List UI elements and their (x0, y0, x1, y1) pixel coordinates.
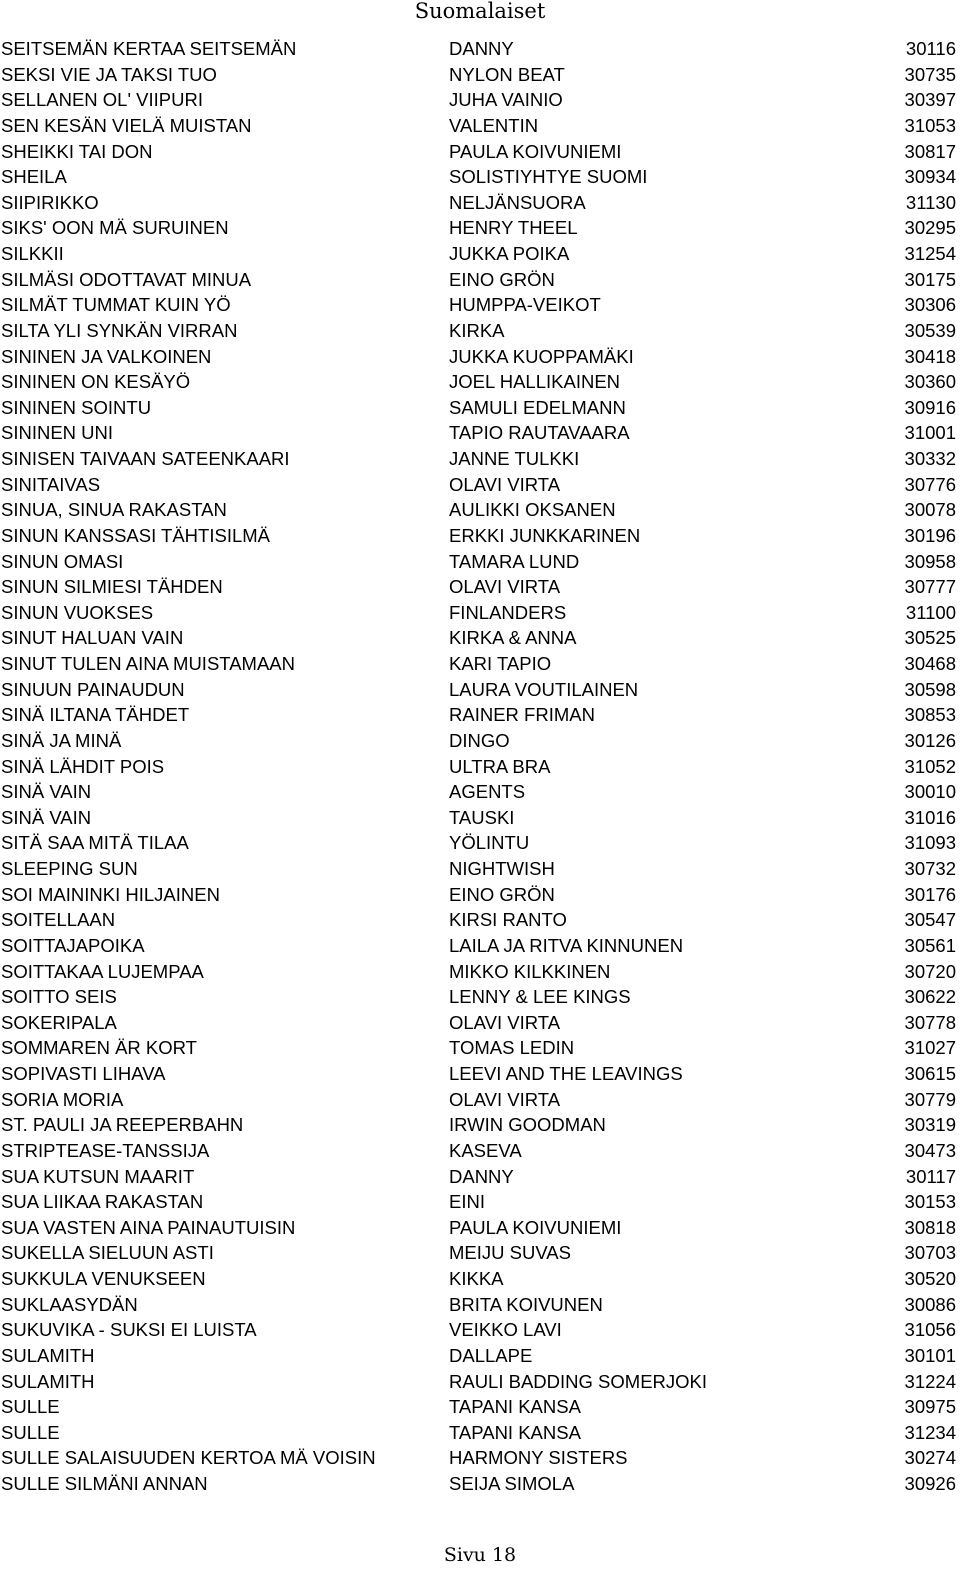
song-code: 30539 (904, 319, 956, 341)
song-artist: ULTRA BRA (449, 755, 551, 777)
song-title: SEKSI VIE JA TAKSI TUO (1, 63, 217, 85)
song-title: SININEN JA VALKOINEN (1, 345, 212, 367)
song-title: SOKERIPALA (1, 1011, 117, 1033)
song-artist: MEIJU SUVAS (449, 1242, 571, 1264)
song-row (0, 702, 960, 728)
song-artist: KARI TAPIO (449, 653, 552, 674)
song-title: SUKLAASYDÄN (1, 1293, 138, 1315)
song-code: 31056 (904, 1319, 956, 1341)
song-code: 30622 (904, 986, 956, 1008)
song-artist: DANNY (449, 38, 514, 59)
song-row (0, 267, 960, 293)
song-title: STRIPTEASE-TANSSIJA (1, 1139, 210, 1161)
song-artist: NYLON BEAT (449, 63, 565, 85)
song-code: 30196 (904, 524, 956, 546)
song-artist: IRWIN GOODMAN (449, 1114, 606, 1136)
song-row (0, 113, 960, 139)
song-code: 30116 (905, 38, 956, 59)
song-code: 30117 (905, 1165, 956, 1187)
song-code: 30306 (904, 294, 956, 316)
song-code: 31001 (904, 422, 956, 444)
song-artist: HARMONY SISTERS (449, 1447, 628, 1469)
song-row (0, 1266, 960, 1292)
song-title: SINÄ ILTANA TÄHDET (1, 704, 190, 726)
song-code: 30778 (904, 1011, 956, 1033)
song-artist: SAMULI EDELMANN (449, 396, 626, 418)
song-artist: OLAVI VIRTA (449, 576, 561, 598)
song-code: 30598 (904, 678, 956, 700)
song-code: 31053 (904, 114, 956, 136)
song-title: SEITSEMÄN KERTAA SEITSEMÄN (1, 38, 297, 59)
song-artist: BRITA KOIVUNEN (449, 1293, 603, 1315)
song-row (0, 1189, 960, 1215)
song-code: 30818 (904, 1216, 956, 1238)
song-code: 30126 (904, 729, 956, 751)
song-title: SULLE (1, 1396, 60, 1418)
song-row (0, 959, 960, 985)
song-title: SOPIVASTI LIHAVA (1, 1063, 166, 1084)
song-artist: DALLAPE (449, 1344, 533, 1366)
song-artist: VEIKKO LAVI (449, 1319, 562, 1341)
song-title: SINUN OMASI (1, 550, 124, 572)
song-title: SININEN SOINTU (1, 396, 152, 418)
song-row (0, 369, 960, 395)
song-row (0, 1420, 960, 1446)
song-code: 30295 (904, 217, 956, 239)
song-row (0, 1471, 960, 1497)
song-code: 31234 (904, 1421, 956, 1443)
song-row (0, 856, 960, 882)
song-row (0, 523, 960, 549)
song-artist: PAULA KOIVUNIEMI (449, 1216, 622, 1238)
song-code: 30703 (904, 1242, 956, 1264)
song-artist: JANNE TULKKI (449, 448, 580, 469)
song-code: 30777 (904, 576, 956, 598)
song-title: SIKS' OON MÄ SURUINEN (1, 217, 229, 239)
song-code: 30926 (904, 1473, 956, 1494)
song-row (0, 420, 960, 446)
song-row (0, 728, 960, 754)
song-title: SINÄ VAIN (1, 781, 92, 803)
song-title: SILMÄT TUMMAT KUIN YÖ (1, 294, 231, 316)
song-row (0, 215, 960, 241)
song-row (0, 1240, 960, 1266)
page-number: Sivu 18 (443, 1544, 517, 1566)
song-title: SININEN UNI (1, 422, 114, 444)
song-title: SUKELLA SIELUUN ASTI (1, 1242, 214, 1264)
song-row (0, 318, 960, 344)
song-code: 30473 (904, 1139, 956, 1161)
song-row (0, 87, 960, 113)
song-code: 30360 (904, 371, 956, 393)
song-row (0, 139, 960, 165)
song-row (0, 1292, 960, 1318)
song-title: SOITTAKAA LUJEMPAA (1, 960, 204, 982)
song-row (0, 882, 960, 908)
song-artist: EINO GRÖN (449, 268, 555, 290)
song-artist: KASEVA (449, 1139, 522, 1161)
song-code: 30101 (904, 1344, 956, 1366)
song-code: 31016 (904, 806, 956, 828)
song-row (0, 395, 960, 421)
song-row (0, 1394, 960, 1420)
song-row (0, 1010, 960, 1036)
song-artist: ERKKI JUNKKARINEN (449, 524, 641, 546)
song-artist: NIGHTWISH (449, 858, 555, 879)
song-code: 30732 (904, 858, 956, 879)
song-row (0, 1317, 960, 1343)
song-title: SELLANEN OL' VIIPURI (1, 89, 203, 111)
song-code: 30776 (904, 473, 956, 495)
song-title: SILMÄSI ODOTTAVAT MINUA (1, 268, 252, 290)
song-code: 30078 (904, 499, 956, 521)
song-row (0, 677, 960, 703)
song-artist: NELJÄNSUORA (449, 191, 586, 213)
song-title: SINÄ LÄHDIT POIS (1, 755, 165, 777)
song-row (0, 164, 960, 190)
song-title: SINITAIVAS (1, 473, 101, 495)
song-code: 30958 (904, 550, 956, 572)
song-title: SUA LIIKAA RAKASTAN (1, 1191, 204, 1213)
song-code: 31052 (904, 755, 956, 777)
song-artist: HENRY THEEL (449, 217, 578, 239)
song-row (0, 190, 960, 216)
song-code: 30520 (904, 1268, 956, 1289)
song-row (0, 1343, 960, 1369)
song-code: 30779 (904, 1088, 956, 1110)
song-artist: PAULA KOIVUNIEMI (449, 140, 622, 162)
song-artist: EINI (449, 1191, 485, 1213)
song-row (0, 933, 960, 959)
song-code: 31093 (904, 832, 956, 854)
song-row (0, 1087, 960, 1113)
song-title: SINUUN PAINAUDUN (1, 678, 185, 700)
song-artist: JUHA VAINIO (449, 89, 563, 111)
song-code: 30397 (904, 89, 956, 111)
song-code: 30525 (904, 627, 956, 649)
song-code: 31100 (905, 601, 956, 623)
song-artist: RAULI BADDING SOMERJOKI (449, 1370, 708, 1392)
song-title: SOITTAJAPOIKA (1, 934, 145, 956)
song-code: 30547 (904, 909, 956, 931)
song-artist: LENNY & LEE KINGS (449, 986, 631, 1008)
song-row (0, 600, 960, 626)
song-row (0, 754, 960, 780)
song-artist: YÖLINTU (449, 832, 530, 854)
song-row (0, 830, 960, 856)
song-code: 30274 (904, 1447, 956, 1469)
song-artist: TOMAS LEDIN (449, 1037, 575, 1059)
song-row (0, 446, 960, 472)
song-title: SULLE (1, 1421, 60, 1443)
song-row (0, 36, 960, 62)
song-artist: JUKKA KUOPPAMÄKI (449, 345, 634, 367)
song-artist: JOEL HALLIKAINEN (449, 371, 621, 393)
song-artist: AGENTS (449, 781, 526, 803)
song-artist: KIKKA (449, 1268, 504, 1289)
song-artist: KIRSI RANTO (449, 909, 567, 931)
song-code: 30561 (904, 934, 956, 956)
song-artist: TAPANI KANSA (449, 1421, 581, 1443)
song-row (0, 984, 960, 1010)
song-artist: TAMARA LUND (449, 550, 580, 572)
song-code: 30086 (904, 1293, 956, 1315)
song-row (0, 779, 960, 805)
song-row (0, 1164, 960, 1190)
song-artist: OLAVI VIRTA (449, 473, 561, 495)
song-title: SORIA MORIA (1, 1088, 124, 1110)
song-code: 30975 (904, 1396, 956, 1418)
song-code: 31224 (904, 1370, 956, 1392)
song-code: 30817 (904, 140, 956, 162)
song-row (0, 907, 960, 933)
song-title: SIIPIRIKKO (1, 191, 99, 213)
song-artist: FINLANDERS (449, 601, 567, 623)
song-code: 30735 (904, 63, 956, 85)
song-title: SOITELLAAN (1, 909, 116, 931)
song-code: 30468 (904, 653, 956, 674)
song-artist: LAURA VOUTILAINEN (449, 678, 639, 700)
song-code: 30010 (904, 781, 956, 803)
song-artist: SOLISTIYHTYE SUOMI (449, 166, 648, 188)
song-title: SULAMITH (1, 1370, 95, 1392)
song-row (0, 241, 960, 267)
song-row (0, 1445, 960, 1471)
song-row (0, 574, 960, 600)
song-row (0, 292, 960, 318)
song-title: SUKUVIKA - SUKSI EI LUISTA (1, 1319, 257, 1341)
song-title: SUKKULA VENUKSEEN (1, 1268, 206, 1289)
song-title: SINUT TULEN AINA MUISTAMAAN (1, 653, 296, 674)
song-artist: MIKKO KILKKINEN (449, 960, 611, 982)
song-title: SLEEPING SUN (1, 858, 138, 879)
song-title: SINUN SILMIESI TÄHDEN (1, 576, 223, 598)
song-title: SHEILA (1, 166, 67, 188)
song-title: SINISEN TAIVAAN SATEENKAARI (1, 448, 290, 469)
song-title: ST. PAULI JA REEPERBAHN (1, 1114, 244, 1136)
song-title: SEN KESÄN VIELÄ MUISTAN (1, 114, 252, 136)
song-artist: OLAVI VIRTA (449, 1011, 561, 1033)
song-artist: OLAVI VIRTA (449, 1088, 561, 1110)
song-artist: RAINER FRIMAN (449, 704, 595, 726)
song-row (0, 1215, 960, 1241)
song-title: SININEN ON KESÄYÖ (1, 371, 191, 393)
song-artist: JUKKA POIKA (449, 243, 570, 264)
song-title: SHEIKKI TAI DON (1, 140, 153, 162)
song-row (0, 1035, 960, 1061)
song-artist: HUMPPA-VEIKOT (449, 294, 601, 316)
song-code: 30332 (904, 448, 956, 469)
song-code: 30615 (904, 1063, 956, 1084)
song-row (0, 1112, 960, 1138)
song-code: 31130 (905, 191, 956, 213)
song-list (0, 36, 960, 1497)
song-row (0, 1061, 960, 1087)
song-title: SILTA YLI SYNKÄN VIRRAN (1, 319, 238, 341)
song-artist: AULIKKI OKSANEN (449, 499, 616, 521)
song-code: 30934 (904, 166, 956, 188)
song-title: SULLE SILMÄNI ANNAN (1, 1473, 208, 1494)
song-code: 31027 (904, 1037, 956, 1059)
song-title: SINÄ VAIN (1, 806, 92, 828)
song-title: SUA VASTEN AINA PAINAUTUISIN (1, 1216, 296, 1238)
song-title: SOMMAREN ÄR KORT (1, 1037, 197, 1059)
song-title: SINUA, SINUA RAKASTAN (1, 499, 227, 521)
song-row (0, 1369, 960, 1395)
song-row (0, 344, 960, 370)
song-code: 30916 (904, 396, 956, 418)
song-code: 30176 (904, 883, 956, 905)
song-artist: VALENTIN (449, 114, 539, 136)
song-title: SUA KUTSUN MAARIT (1, 1165, 195, 1187)
song-title: SINUN KANSSASI TÄHTISILMÄ (1, 524, 270, 546)
song-row (0, 497, 960, 523)
song-row (0, 1138, 960, 1164)
song-code: 30175 (904, 268, 956, 290)
song-code: 30153 (904, 1191, 956, 1213)
song-artist: TAPANI KANSA (449, 1396, 581, 1418)
song-title: SULAMITH (1, 1344, 95, 1366)
song-artist: DANNY (449, 1165, 514, 1187)
song-code: 30720 (904, 960, 956, 982)
song-title: SOITTO SEIS (1, 986, 117, 1008)
song-code: 30853 (904, 704, 956, 726)
song-title: SULLE SALAISUUDEN KERTOA MÄ VOISIN (1, 1447, 376, 1469)
song-row (0, 625, 960, 651)
song-artist: LAILA JA RITVA KINNUNEN (449, 934, 684, 956)
song-code: 30418 (904, 345, 956, 367)
song-row (0, 805, 960, 831)
song-artist: TAPIO RAUTAVAARA (449, 422, 630, 444)
song-title: SILKKII (1, 243, 64, 264)
song-artist: SEIJA SIMOLA (449, 1473, 575, 1494)
song-title: SINÄ JA MINÄ (1, 729, 122, 751)
song-artist: DINGO (449, 729, 510, 751)
song-artist: EINO GRÖN (449, 883, 555, 905)
song-artist: LEEVI AND THE LEAVINGS (449, 1063, 683, 1084)
song-row (0, 651, 960, 677)
song-row (0, 472, 960, 498)
page-title: Suomalaiset (414, 0, 546, 23)
song-title: SITÄ SAA MITÄ TILAA (1, 832, 189, 854)
song-artist: KIRKA & ANNA (449, 627, 577, 649)
song-artist: TAUSKI (449, 806, 515, 828)
song-title: SINUT HALUAN VAIN (1, 627, 184, 649)
song-title: SOI MAININKI HILJAINEN (1, 883, 220, 905)
song-code: 30319 (904, 1114, 956, 1136)
song-title: SINUN VUOKSES (1, 601, 154, 623)
song-row (0, 62, 960, 88)
song-code: 31254 (904, 243, 956, 264)
song-row (0, 549, 960, 575)
song-artist: KIRKA (449, 319, 505, 341)
